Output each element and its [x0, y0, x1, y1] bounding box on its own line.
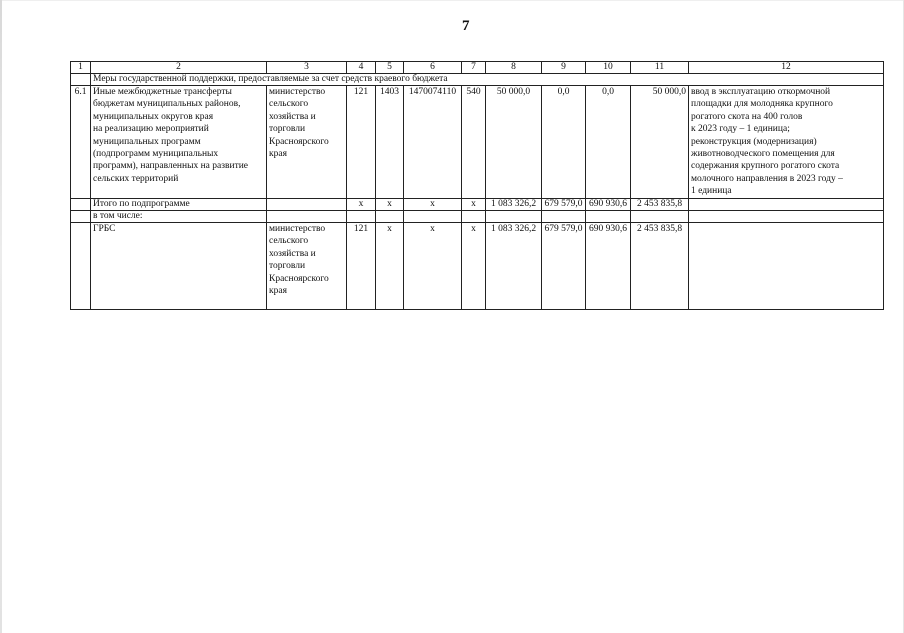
- grbs-col-4: 121: [347, 223, 376, 310]
- cell-col-8: 50 000,0: [486, 86, 542, 199]
- grbs-col-11: 2 453 835,8: [631, 223, 689, 310]
- empty-cell: [542, 211, 586, 223]
- cell-col-10: 0,0: [586, 86, 631, 199]
- col-num-9: 9: [542, 62, 586, 74]
- total-col-8: 1 083 326,2: [486, 199, 542, 211]
- empty-cell: [347, 211, 376, 223]
- empty-cell: [376, 211, 404, 223]
- grbs-col-5: x: [376, 223, 404, 310]
- including-num-cell: [71, 211, 91, 223]
- page-number: 7: [462, 18, 470, 34]
- empty-cell: [631, 211, 689, 223]
- grbs-col-8: 1 083 326,2: [486, 223, 542, 310]
- total-col-5: x: [376, 199, 404, 211]
- cell-col-11: 50 000,0: [631, 86, 689, 199]
- col-num-10: 10: [586, 62, 631, 74]
- section-row: [71, 74, 884, 86]
- row-number: 6.1: [71, 86, 91, 199]
- col-num-1: 1: [71, 62, 91, 74]
- empty-cell: [462, 211, 486, 223]
- empty-cell: [586, 211, 631, 223]
- grbs-name: министерство сельского хозяйства и торговли Красноярского края: [267, 86, 347, 199]
- total-result-cell: [689, 199, 884, 211]
- table-row-6-1: [71, 86, 884, 199]
- scan-edge-top: [0, 0, 904, 1]
- scan-edge-left: [0, 0, 2, 633]
- col-num-8: 8: [486, 62, 542, 74]
- grbs-ministry: министерство сельского хозяйства и торговли Красноярского края: [267, 223, 347, 310]
- col-num-6: 6: [404, 62, 462, 74]
- grbs-row: [71, 223, 884, 310]
- total-col-11: 2 453 835,8: [631, 199, 689, 211]
- empty-cell: [486, 211, 542, 223]
- grbs-col-7: x: [462, 223, 486, 310]
- including-row: [71, 211, 884, 223]
- cell-col-9: 0,0: [542, 86, 586, 199]
- total-grbs-cell: [267, 199, 347, 211]
- col-num-11: 11: [631, 62, 689, 74]
- col-num-4: 4: [347, 62, 376, 74]
- grbs-col-9: 679 579,0: [542, 223, 586, 310]
- total-label: Итого по подпрограмме: [91, 199, 267, 211]
- including-label: в том числе:: [91, 211, 267, 223]
- cell-col-4: 121: [347, 86, 376, 199]
- column-number-row: [71, 62, 884, 74]
- cell-col-5: 1403: [376, 86, 404, 199]
- col-num-7: 7: [462, 62, 486, 74]
- grbs-result-cell: [689, 223, 884, 310]
- grbs-label: ГРБС: [91, 223, 267, 310]
- total-col-6: x: [404, 199, 462, 211]
- cell-col-7: 540: [462, 86, 486, 199]
- col-num-3: 3: [267, 62, 347, 74]
- col-num-2: 2: [91, 62, 267, 74]
- total-num-cell: [71, 199, 91, 211]
- empty-cell: [689, 211, 884, 223]
- grbs-col-6: x: [404, 223, 462, 310]
- section-title: Меры государственной поддержки, предоставляемые за счет средств краевого бюджета: [91, 74, 884, 86]
- budget-table: [70, 61, 884, 310]
- cell-col-6: 1470074110: [404, 86, 462, 199]
- total-row: [71, 199, 884, 211]
- empty-cell: [267, 211, 347, 223]
- grbs-num-cell: [71, 223, 91, 310]
- col-num-12: 12: [689, 62, 884, 74]
- section-num-cell: [71, 74, 91, 86]
- expected-result: ввод в эксплуатацию откормочной площадки для молодняка крупного рогатого скота на 400 голов к 2023 году – 1 единица; реконструкция (модернизация) животноводческого помещения для содержания крупного рогатого скота молочного направления в 2023 году – 1 единица: [689, 86, 884, 199]
- total-col-9: 679 579,0: [542, 199, 586, 211]
- total-col-10: 690 930,6: [586, 199, 631, 211]
- grbs-col-10: 690 930,6: [586, 223, 631, 310]
- empty-cell: [404, 211, 462, 223]
- col-num-5: 5: [376, 62, 404, 74]
- measure-name: Иные межбюджетные трансферты бюджетам муниципальных районов, муниципальных округов края на реализацию мероприятий муниципальных программ (подпрограмм муниципальных программ), направленных на развитие сельских территорий: [91, 86, 267, 199]
- total-col-4: x: [347, 199, 376, 211]
- total-col-7: x: [462, 199, 486, 211]
